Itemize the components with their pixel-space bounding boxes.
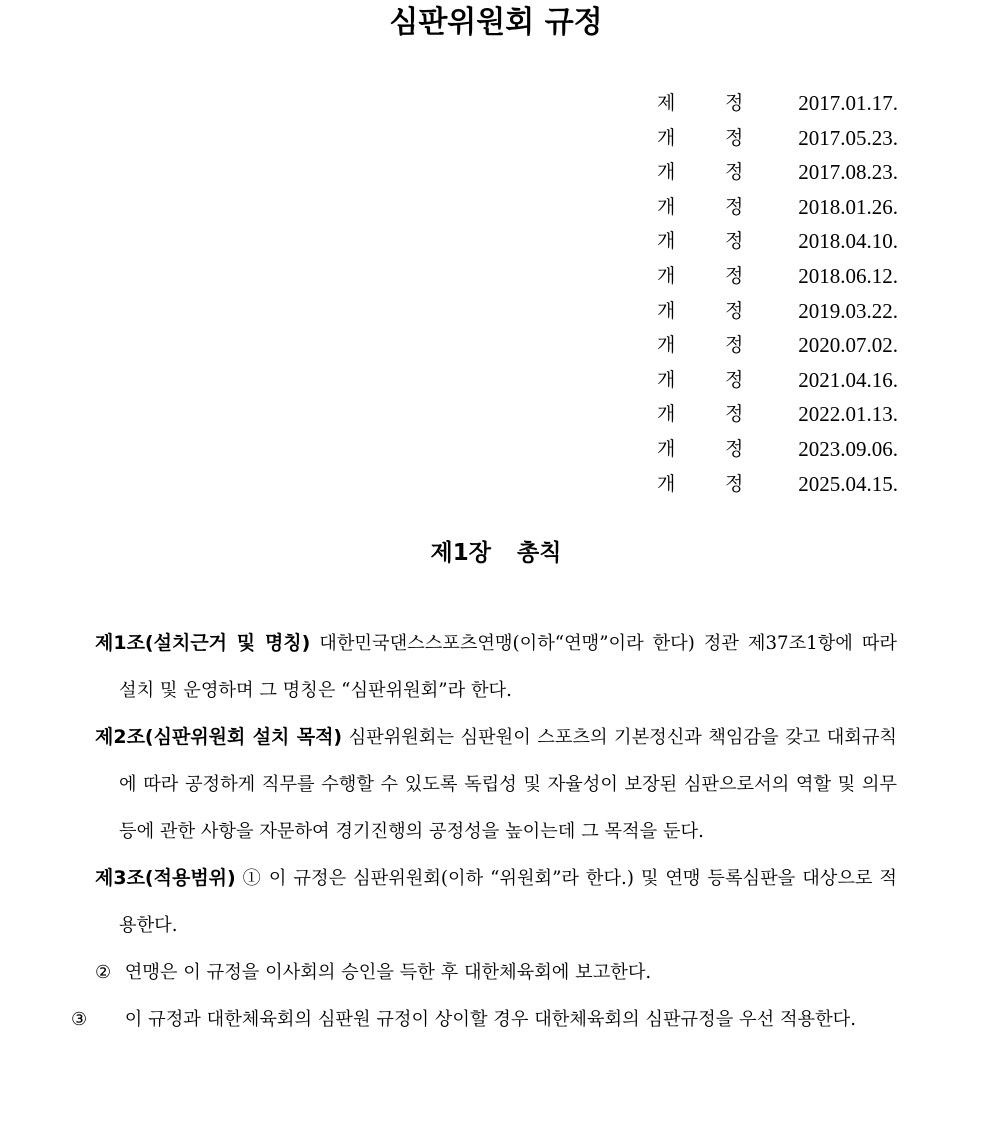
revision-kind-prefix: 제	[657, 92, 676, 114]
document-title: 심판위원회 규정	[389, 5, 603, 40]
revision-kind-prefix: 개	[657, 195, 676, 218]
revision-history	[655, 86, 900, 501]
clause-text: 연맹은 이 규정을 이사회의 승인을 득한 후 대한체육회에 보고한다.	[124, 962, 652, 983]
clause-marker: ③	[71, 1009, 88, 1030]
revision-kind-prefix: 개	[657, 161, 676, 184]
revision-kind-prefix: 개	[657, 472, 676, 495]
chapter-heading	[0, 533, 992, 573]
revision-kind-prefix: 개	[657, 126, 676, 149]
article-heading: 제3조(적용범위)	[95, 867, 236, 889]
revision-kind-prefix: 개	[657, 368, 676, 391]
clause	[95, 949, 897, 996]
revision-row	[655, 397, 900, 432]
revision-date: 2020.07.02.	[798, 333, 898, 358]
article	[95, 855, 897, 949]
revision-kind-prefix: 개	[657, 403, 676, 426]
article-text: 심판위원회는 심판원이 스포츠의 기본정신과 책임감을 갖고 대회규칙에 따라 공정하게 직무를 수행할 수 있도록 독립성 및 자율성이 보장된 심판으로서의 역할 및 의무 등에 관한 사항을 자문하여 경기진행의 공정성을 높이는데 그 목적을 둔다.	[119, 727, 897, 842]
revision-kind-prefix: 개	[657, 299, 676, 322]
revision-row	[655, 259, 900, 294]
revision-kind-suffix: 정	[725, 161, 744, 184]
revision-date: 2017.05.23.	[798, 125, 898, 150]
revision-row	[655, 155, 900, 190]
revision-row	[655, 190, 900, 225]
article	[95, 620, 897, 714]
revision-date: 2021.04.16.	[798, 367, 898, 392]
revision-row	[655, 121, 900, 156]
revision-row	[655, 328, 900, 363]
revision-kind-suffix: 정	[725, 92, 744, 114]
revision-kind-prefix: 개	[657, 437, 676, 460]
chapter-number: 제1장	[430, 540, 491, 566]
document-body	[71, 620, 897, 1043]
revision-kind-prefix: 개	[657, 230, 676, 253]
revision-kind-suffix: 정	[725, 230, 744, 253]
clause-marker: ②	[95, 962, 112, 983]
revision-date: 2019.03.22.	[798, 298, 898, 323]
clause	[71, 996, 897, 1043]
revision-row	[655, 467, 900, 502]
revision-date: 2023.09.06.	[798, 436, 898, 461]
revision-kind-suffix: 정	[725, 126, 744, 149]
revision-date: 2018.06.12.	[798, 263, 898, 288]
article	[95, 714, 897, 855]
article-text: ① 이 규정은 심판위원회(이하 “위원회”라 한다.) 및 연맹 등록심판을 대상으로 적용한다.	[119, 868, 897, 936]
revision-row	[655, 294, 900, 329]
clause-text: 이 규정과 대한체육회의 심판원 규정이 상이할 경우 대한체육회의 심판규정을 우선 적용한다.	[124, 1009, 857, 1030]
revision-date: 2022.01.13.	[798, 402, 898, 427]
revision-date: 2018.04.10.	[798, 229, 898, 254]
revision-row	[655, 224, 900, 259]
revision-row	[655, 432, 900, 467]
chapter-name: 총칙	[517, 540, 562, 566]
revision-kind-suffix: 정	[725, 299, 744, 322]
revision-date: 2025.04.15.	[798, 471, 898, 496]
revision-kind-suffix: 정	[725, 472, 744, 495]
revision-date: 2017.01.17.	[798, 91, 898, 115]
revision-kind-suffix: 정	[725, 334, 744, 357]
revision-kind-suffix: 정	[725, 403, 744, 426]
revision-kind-prefix: 개	[657, 334, 676, 357]
revision-date: 2018.01.26.	[798, 194, 898, 219]
revision-kind-suffix: 정	[725, 264, 744, 287]
revision-kind-suffix: 정	[725, 368, 744, 391]
revision-kind-prefix: 개	[657, 264, 676, 287]
revision-kind-suffix: 정	[725, 195, 744, 218]
article-heading: 제1조(설치근거 및 명칭)	[95, 632, 311, 654]
article-heading: 제2조(심판위원회 설치 목적)	[95, 726, 343, 748]
revision-row	[655, 363, 900, 398]
article-text: 대한민국댄스스포츠연맹(이하“연맹”이라 한다) 정관 제37조1항에 따라 설치 및 운영하며 그 명칭은 “심판위원회”라 한다.	[119, 633, 897, 701]
revision-kind-suffix: 정	[725, 437, 744, 460]
revision-date: 2017.08.23.	[798, 160, 898, 185]
revision-row	[655, 86, 900, 121]
